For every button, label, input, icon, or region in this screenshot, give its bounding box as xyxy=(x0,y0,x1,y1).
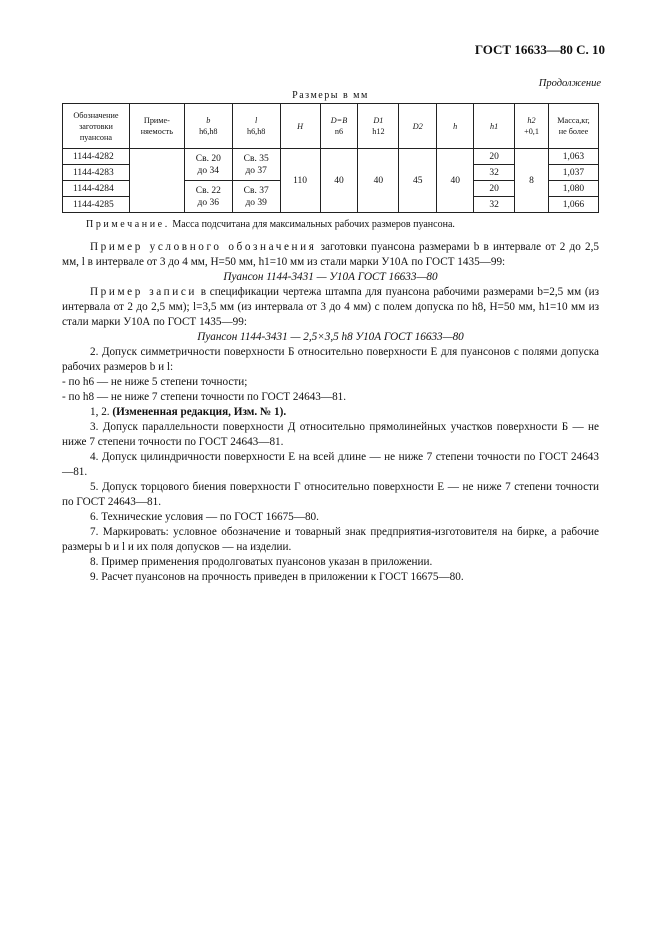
cell-b: Св. 22 до 36 xyxy=(184,181,232,213)
cell-H: 110 xyxy=(280,149,320,213)
example2-formula: Пуансон 1144-3431 — 2,5×3,5 h8 У10А ГОСТ 16633—80 xyxy=(197,331,464,343)
col-header-D2: D2 xyxy=(399,104,437,149)
col-header-h: h xyxy=(437,104,474,149)
col-header-H: H xyxy=(280,104,320,149)
edition-note: 1, 2. (Измененная редакция, Изм. № 1). xyxy=(90,406,287,418)
item-9: 9. Расчет пуансонов на прочность приведен в приложении к ГОСТ 16675—80. xyxy=(90,571,464,583)
col-header-h1: h1 xyxy=(474,104,515,149)
cell-D1: 40 xyxy=(358,149,399,213)
example-designation xyxy=(62,240,599,285)
example-record xyxy=(62,285,599,345)
item-4: 4. Допуск цилиндричности поверхности Е на всей длине — не ниже 7 степени точности по ГОСТ 24643—81. xyxy=(62,451,599,478)
note-text: Масса подсчитана для максимальных рабочих размеров пуансона. xyxy=(169,219,455,230)
cell-h: 40 xyxy=(437,149,474,213)
cell-l: Св. 37 до 39 xyxy=(232,181,280,213)
cell-designation: 1144-4285 xyxy=(63,197,130,213)
item-5: 5. Допуск торцового биения поверхности Г относительно поверхности Е — не ниже 7 степени точности по ГОСТ 24643—81. xyxy=(62,481,599,508)
dimensions-caption: Размеры в мм xyxy=(292,90,369,101)
cell-h1: 32 xyxy=(474,165,515,181)
example1-formula: Пуансон 1144-3431 — У10А ГОСТ 16633—80 xyxy=(223,271,438,283)
col-header-applicability: Приме- няемость xyxy=(129,104,184,149)
table-note xyxy=(86,219,455,230)
cell-h1: 20 xyxy=(474,181,515,197)
item-8: 8. Пример применения продолговатых пуансонов указан в приложении. xyxy=(90,556,433,568)
cell-mass: 1,063 xyxy=(548,149,598,165)
example1-label: Пример условного обозначения xyxy=(90,241,317,253)
col-header-D1: D1 h12 xyxy=(358,104,399,149)
example2-text: в спецификации чертежа штампа для пуансона рабочими размерами b=2,5 мм (из интервала от 2 до 2,5 мм); l=3,5 мм (из интервала от 3 до 4 мм) с полем допуска по h8, H=50 мм, h1=10 мм из стали марки У10А по ГОСТ 1435—99: xyxy=(62,286,600,328)
col-header-designation: Обозначение заготовки пуансона xyxy=(63,104,130,149)
col-header-b: b h6,h8 xyxy=(184,104,232,149)
col-header-l: l h6,h8 xyxy=(232,104,280,149)
cell-designation: 1144-4282 xyxy=(63,149,130,165)
cell-mass: 1,066 xyxy=(548,197,598,213)
continuation-label: Продолжение xyxy=(538,78,601,89)
item-2a: - по h6 — не ниже 5 степени точности; xyxy=(62,376,248,388)
col-header-D-B: D=B n6 xyxy=(320,104,358,149)
cell-b: Св. 20 до 34 xyxy=(184,149,232,181)
specification-table xyxy=(62,103,599,213)
table-row xyxy=(63,149,599,165)
col-header-mass: Масса,кг, не более xyxy=(548,104,598,149)
item-6: 6. Технические условия — по ГОСТ 16675—80. xyxy=(90,511,319,523)
cell-h1: 32 xyxy=(474,197,515,213)
cell-designation: 1144-4284 xyxy=(63,181,130,197)
cell-applicability xyxy=(129,149,184,213)
item-3: 3. Допуск параллельности поверхности Д относительно прямолинейных участков поверхности Б — не ниже 7 степени точности по ГОСТ 24643—81. xyxy=(62,421,599,448)
item-2: 2. Допуск симметричности поверхности Б относительно поверхности Е для пуансонов с полями допуска рабочих размеров b и l: xyxy=(62,346,599,373)
cell-h2: 8 xyxy=(515,149,549,213)
cell-D-B: 40 xyxy=(320,149,358,213)
item-7: 7. Маркировать: условное обозначение и товарный знак предприятия-изготовителя на бирке, а рабочие размеры b и l и их поля допусков — на изделии. xyxy=(62,526,599,553)
example1-text: заготовки пуансона размерами b в интервале от 2 до 2,5 мм, l в интервале от 3 до 4 мм, H=50 мм, h1=10 мм из стали марки У10А по ГОСТ 1435—99: xyxy=(62,241,599,268)
item-2b: - по h8 — не ниже 7 степени точности по ГОСТ 24643—81. xyxy=(62,391,347,403)
cell-l: Св. 35 до 37 xyxy=(232,149,280,181)
cell-mass: 1,037 xyxy=(548,165,598,181)
cell-D2: 45 xyxy=(399,149,437,213)
page-header: ГОСТ 16633—80 С. 10 xyxy=(474,42,605,57)
cell-mass: 1,080 xyxy=(548,181,598,197)
cell-h1: 20 xyxy=(474,149,515,165)
col-header-h2: h2 +0,1 xyxy=(515,104,549,149)
requirements-list xyxy=(62,345,599,585)
cell-designation: 1144-4283 xyxy=(63,165,130,181)
note-label: Примечание. xyxy=(86,219,170,230)
example2-label: Пример записи xyxy=(90,286,197,298)
